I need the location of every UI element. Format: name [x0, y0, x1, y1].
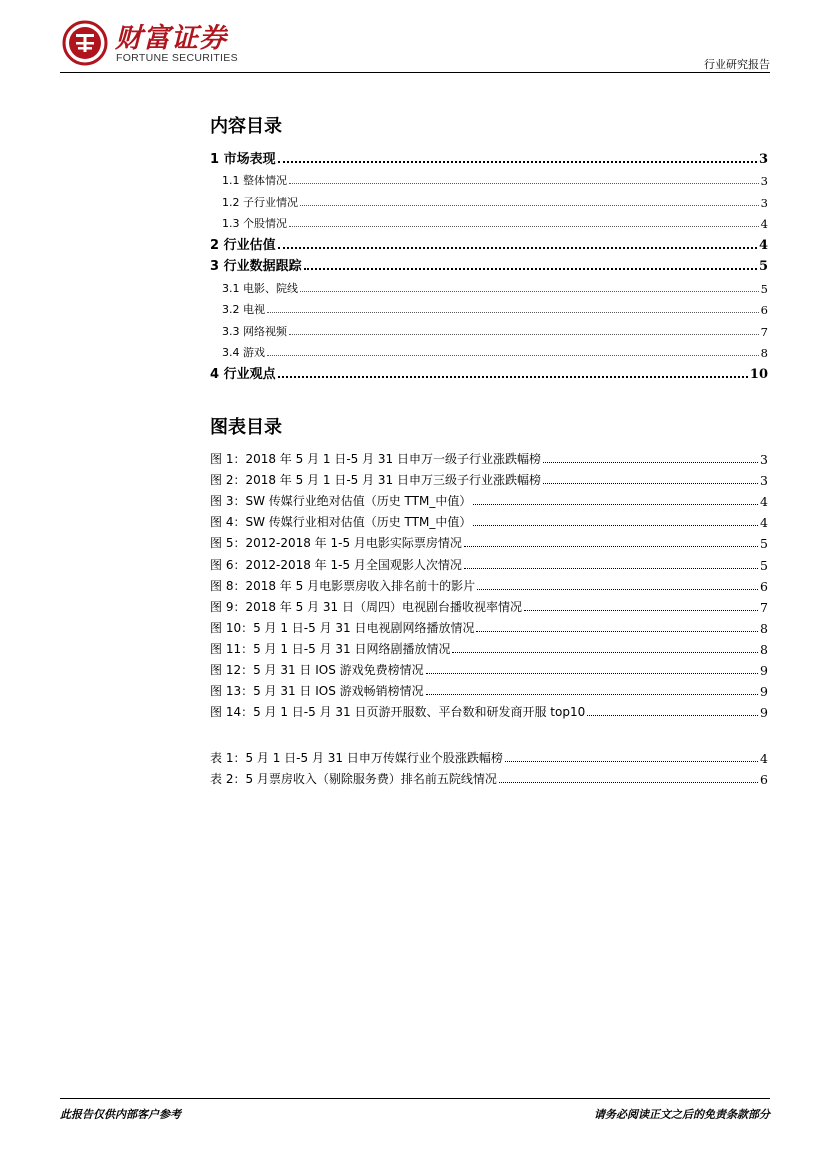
toc-entry-page-number: 7	[760, 599, 768, 615]
dot-leader	[267, 355, 759, 356]
toc-entry-page-number: 3	[760, 452, 768, 468]
dot-leader	[473, 504, 758, 505]
toc-entry-label: 图 6：2012-2018 年 1-5 月全国观影人次情况	[210, 557, 462, 572]
contents-title: 内容目录	[210, 116, 282, 137]
toc-entry[interactable]	[210, 551, 768, 572]
dot-leader	[587, 715, 758, 716]
page-header	[0, 0, 827, 80]
dot-leader	[452, 652, 758, 653]
toc-entry-page-number: 8	[760, 620, 768, 636]
toc-entry-label: 3.2 电视	[222, 303, 265, 316]
toc-entry-label: 1.1 整体情况	[222, 174, 287, 187]
figures-list	[210, 446, 768, 720]
toc-entry[interactable]	[210, 274, 768, 296]
dot-leader	[289, 334, 759, 335]
dot-leader	[304, 268, 757, 270]
toc-entry[interactable]	[210, 231, 768, 253]
toc-entry[interactable]	[210, 509, 768, 530]
toc-entry-label: 1 市场表现	[210, 151, 276, 167]
toc-entry[interactable]	[210, 657, 768, 678]
toc-entry-label: 表 1：5 月 1 日-5 月 31 日申万传媒行业个股涨跌幅榜	[210, 751, 503, 766]
toc-entry[interactable]	[210, 210, 768, 232]
toc-entry-page-number: 4	[760, 217, 768, 231]
toc-entry-label: 图 4：SW 传媒行业相对估值（历史 TTM_中值）	[210, 515, 472, 530]
toc-entry-label: 图 2：2018 年 5 月 1 日-5 月 31 日申万三级子行业涨跌幅榜	[210, 473, 542, 488]
toc-entry[interactable]	[210, 678, 768, 699]
toc-entry-page-number: 5	[760, 557, 768, 573]
toc-entry-page-number: 3	[760, 174, 768, 188]
toc-entry-page-number: 9	[760, 663, 768, 679]
toc-entry[interactable]	[210, 530, 768, 551]
toc-entry-page-number: 4	[760, 515, 768, 531]
dot-leader	[267, 312, 759, 313]
figures-title: 图表目录	[210, 417, 282, 438]
toc-entry[interactable]	[210, 188, 768, 210]
toc-entry[interactable]	[210, 446, 768, 467]
toc-entry-label: 1.2 子行业情况	[222, 195, 298, 209]
report-type-label: 行业研究报告	[704, 58, 770, 71]
toc-entry[interactable]	[210, 615, 768, 636]
dot-leader	[505, 761, 758, 762]
footer-divider	[60, 1098, 770, 1099]
toc-entry-label: 图 9：2018 年 5 月 31 日（周四）电视剧台播收视率情况	[210, 599, 522, 614]
tables-list	[210, 745, 768, 787]
toc-entry[interactable]	[210, 253, 768, 275]
toc-entry[interactable]	[210, 488, 768, 509]
toc-entry-label: 3.3 网络视频	[222, 324, 287, 338]
toc-entry[interactable]	[210, 766, 768, 787]
toc-entry-page-number: 6	[760, 303, 768, 317]
toc-entry-label: 3.1 电影、院线	[222, 281, 298, 295]
toc-entry[interactable]	[210, 594, 768, 615]
footer-disclaimer-left: 此报告仅供内部客户参考	[60, 1108, 181, 1121]
toc-entry-page-number: 4	[758, 237, 768, 253]
toc-entry[interactable]	[210, 745, 768, 766]
dot-leader	[464, 568, 758, 569]
dot-leader	[278, 376, 748, 378]
dot-leader	[426, 694, 758, 695]
dot-leader	[473, 525, 758, 526]
toc-entry-label: 3.4 游戏	[222, 346, 265, 359]
toc-entry-page-number: 3	[760, 473, 768, 489]
toc-entry[interactable]	[210, 636, 768, 657]
toc-entry[interactable]	[210, 145, 768, 167]
toc-entry-label: 图 1：2018 年 5 月 1 日-5 月 31 日申万一级子行业涨跌幅榜	[210, 452, 542, 467]
toc-entry-label: 图 3：SW 传媒行业绝对估值（历史 TTM_中值）	[210, 494, 472, 509]
toc-entry-label: 图 5：2012-2018 年 1-5 月电影实际票房情况	[210, 536, 462, 551]
dot-leader	[278, 161, 757, 163]
toc-entry[interactable]	[210, 360, 768, 382]
toc-entry-page-number: 6	[760, 578, 768, 594]
dot-leader	[300, 205, 759, 206]
toc-entry-label: 4 行业观点	[210, 366, 276, 382]
toc-entry-label: 1.3 个股情况	[222, 217, 287, 230]
toc-entry-page-number: 4	[760, 751, 768, 767]
toc-entry-page-number: 5	[760, 281, 768, 296]
toc-entry-page-number: 7	[760, 324, 768, 339]
dot-leader	[476, 631, 758, 632]
contents-list	[210, 145, 768, 382]
toc-entry-label: 图 10：5 月 1 日-5 月 31 日电视剧网络播放情况	[210, 620, 475, 635]
dot-leader	[477, 589, 758, 590]
toc-entry-label: 3 行业数据跟踪	[210, 259, 302, 274]
toc-entry-page-number: 5	[758, 259, 768, 274]
toc-entry-label: 图 12：5 月 31 日 IOS 游戏免费榜情况	[210, 663, 424, 678]
header-divider	[60, 72, 770, 73]
toc-entry-page-number: 5	[760, 536, 768, 552]
toc-entry[interactable]	[210, 296, 768, 318]
dot-leader	[499, 782, 758, 783]
toc-entry-page-number: 8	[760, 346, 768, 360]
logo-chinese-text: 财富证券	[115, 23, 227, 54]
toc-entry-page-number: 8	[760, 641, 768, 657]
toc-entry-page-number: 3	[758, 151, 768, 167]
dot-leader	[300, 291, 759, 292]
toc-entry-page-number: 6	[760, 772, 768, 788]
dot-leader	[289, 226, 759, 227]
toc-entry-label: 图 11：5 月 1 日-5 月 31 日网络剧播放情况	[210, 641, 451, 656]
toc-entry-label: 2 行业估值	[210, 237, 276, 253]
toc-entry[interactable]	[210, 339, 768, 361]
logo-english-text: FORTUNE SECURITIES	[116, 52, 238, 64]
dot-leader	[278, 247, 757, 249]
dot-leader	[289, 183, 759, 184]
toc-entry-label: 图 8：2018 年 5 月电影票房收入排名前十的影片	[210, 578, 476, 593]
toc-entry[interactable]	[210, 167, 768, 189]
toc-entry-page-number: 10	[749, 366, 768, 382]
dot-leader	[543, 462, 758, 463]
footer-disclaimer-right: 请务必阅读正文之后的免责条款部分	[594, 1108, 770, 1121]
fortune-securities-logo-icon	[62, 20, 108, 66]
toc-entry[interactable]	[210, 699, 768, 720]
toc-entry-page-number: 9	[760, 705, 768, 721]
toc-entry[interactable]	[210, 573, 768, 594]
dot-leader	[524, 610, 758, 611]
dot-leader	[426, 673, 758, 674]
toc-entry[interactable]	[210, 317, 768, 339]
toc-entry-page-number: 3	[760, 195, 768, 210]
toc-entry-page-number: 4	[760, 494, 768, 510]
toc-entry-label: 图 13：5 月 31 日 IOS 游戏畅销榜情况	[210, 684, 424, 699]
dot-leader	[464, 546, 758, 547]
toc-entry-label: 表 2：5 月票房收入（剔除服务费）排名前五院线情况	[210, 772, 497, 787]
toc-entry-label: 图 14：5 月 1 日-5 月 31 日页游开服数、平台数和研发商开服 top10	[210, 705, 586, 720]
toc-entry-page-number: 9	[760, 684, 768, 700]
toc-entry[interactable]	[210, 467, 768, 488]
dot-leader	[543, 483, 758, 484]
